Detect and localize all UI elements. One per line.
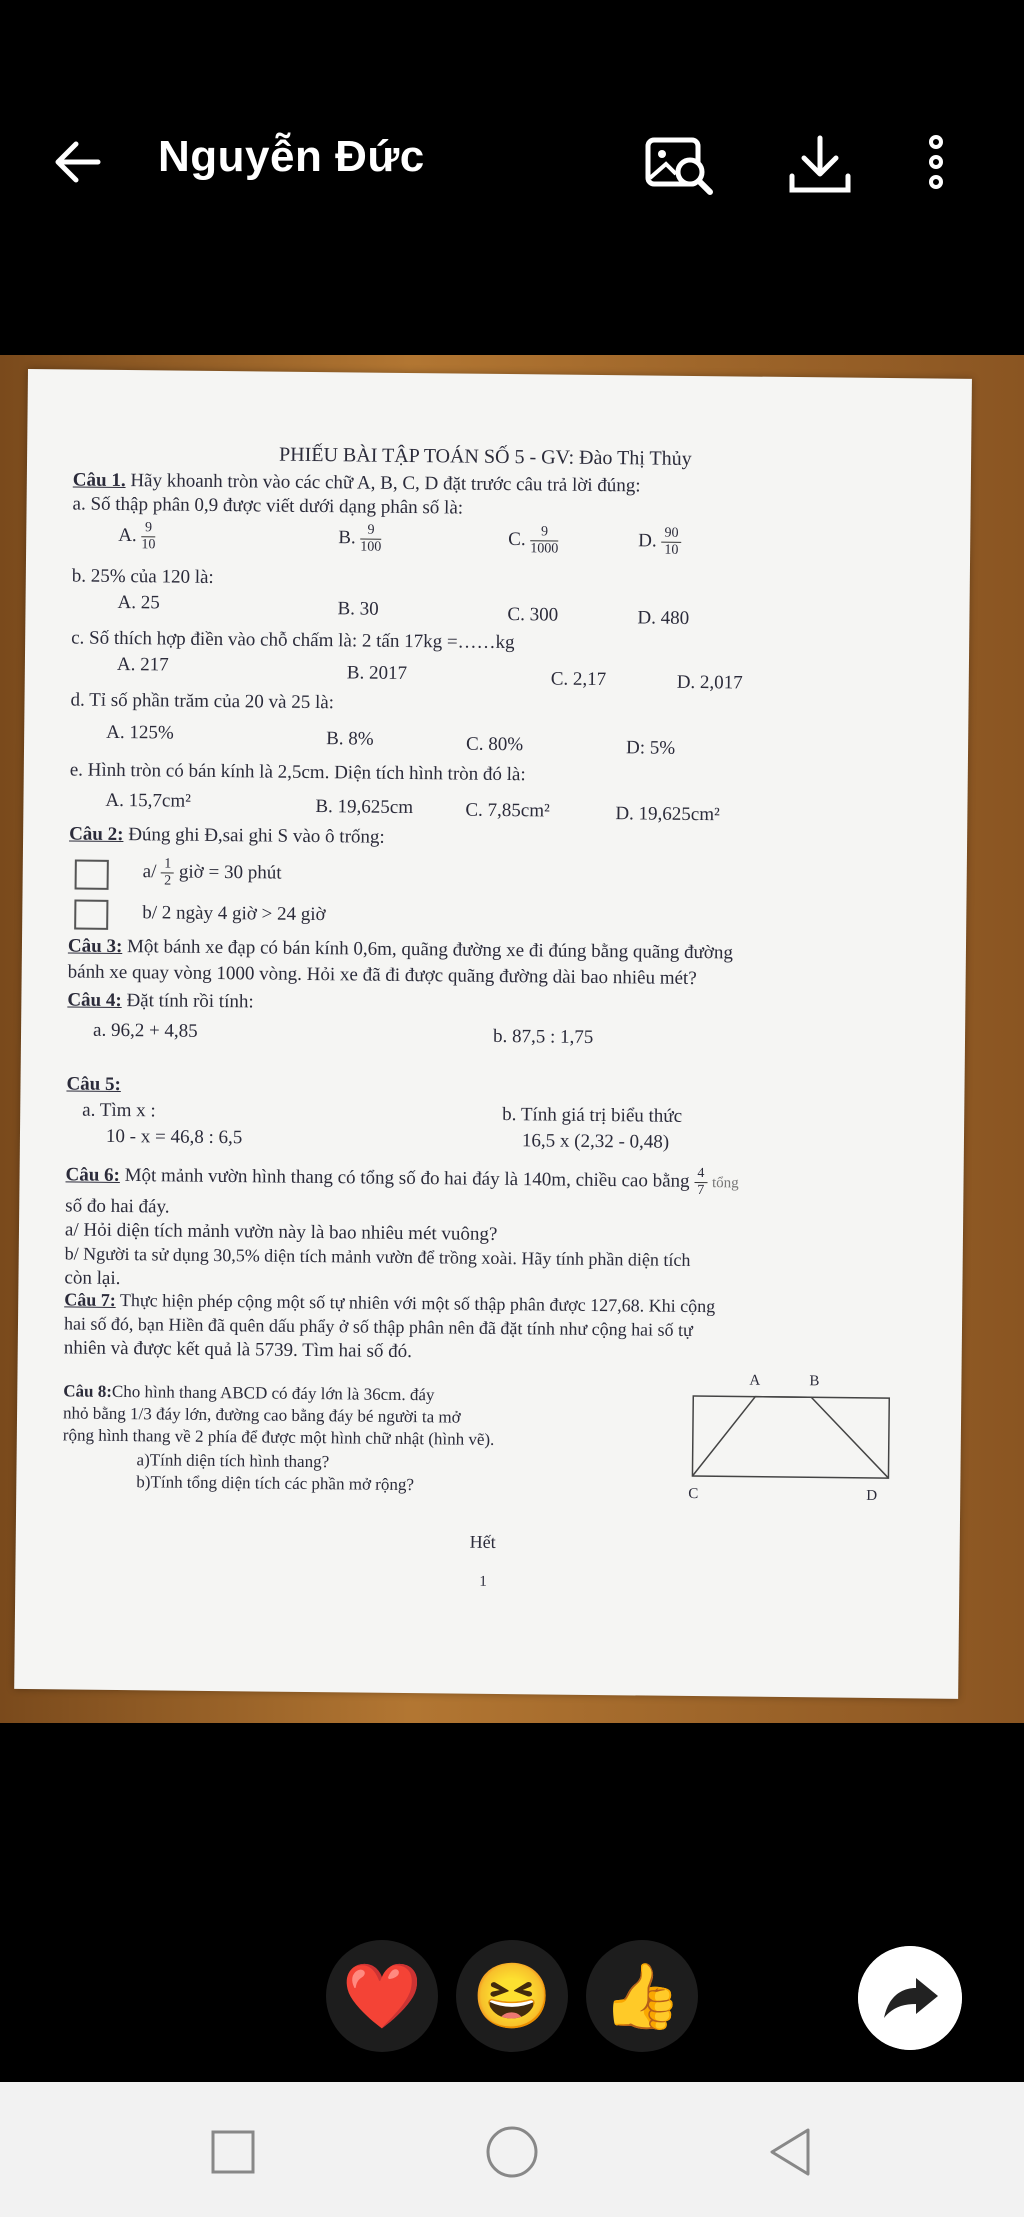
q5-label: Câu 5: [66,1073,121,1096]
worksheet-paper [14,369,972,1699]
image-search-icon[interactable] [640,132,720,202]
answer-box [75,860,109,890]
q8-text-cont: rộng hình thang về 2 phía để được một hình chữ nhật (hình vẽ). [62,1425,495,1449]
answer-box [74,900,108,930]
recents-icon[interactable] [203,2122,263,2182]
q5b-expression: 16,5 x (2,32 - 0,48) [521,1130,670,1153]
q1a-text: a. Số thập phân 0,9 được viết dưới dạng phân số là: [72,493,464,519]
q7-label: Câu 7: [64,1289,116,1310]
q8b-text: b)Tính tổng diện tích các phần mở rộng? [136,1472,415,1495]
q3-text: Một bánh xe đạp có bán kính 0,6m, quãng đường xe đi đúng bằng quãng đường [126,936,734,964]
q7-text-cont: hai số đó, bạn Hiền đã quên dấu phẩy ở số thập phân nên đã đặt tính như cộng hai số tự [63,1313,693,1341]
q1b-option: A. 25 [117,591,160,614]
sender-name: Nguyễn Đức [158,132,425,181]
q1b-option: B. 30 [337,598,379,620]
q1d-option: D: 5% [625,737,676,759]
figure-label-d: D [866,1487,878,1504]
like-reaction[interactable]: 👍 [586,1940,698,2052]
q1d-option: C. 80% [465,733,524,756]
q1a-option-a: A. $\frac{9}{10}$ [118,520,156,553]
q2-text: Đúng ghi Đ,sai ghi S vào ô trống: [128,824,385,848]
q6b-text: b/ Người ta sử dụng 30,5% diện tích mảnh vườn để trồng xoài. Hãy tính phần diện tích [64,1243,691,1270]
q1c-text: c. Số thích hợp điền vào chỗ chấm là: 2 tấn 17kg =……kg [71,627,515,654]
worksheet-heading: PHIẾU BÀI TẬP TOÁN SỐ 5 - GV: Đào Thị Thủy [279,443,692,470]
q1a-option-d: D. $\frac{90}{10}$ [638,525,682,558]
q1c-option: A. 217 [116,653,169,676]
heart-reaction[interactable]: ❤️ [326,1940,438,2052]
q4a-expression: a. 96,2 + 4,85 [92,1019,198,1042]
reactions-bar [0,1930,1024,2070]
q1d-text: d. Tỉ số phần trăm của 20 và 25 là: [70,689,335,714]
q3-label: Câu 3: [67,935,123,958]
q1e-option: A. 15,7cm² [105,789,191,812]
back-arrow-icon[interactable] [48,132,108,192]
back-nav-icon[interactable] [760,2122,820,2182]
figure-label-a: A [749,1372,761,1389]
q1a-option-c: C. $\frac{9}{1000}$ [508,524,559,557]
q7-text: Thực hiện phép cộng một số tự nhiên với một số thập phân được 127,68. Khi cộng [119,1290,716,1317]
q6b-text-cont: còn lại. [64,1267,121,1290]
q3-text-cont: bánh xe quay vòng 1000 vòng. Hỏi xe đã đi được quãng đường dài bao nhiêu mét? [67,961,697,990]
q8-text-cont: nhỏ bằng 1/3 đáy lớn, đường cao bằng đáy bé người ta mở [62,1403,461,1427]
trapezoid-figure [668,1376,909,1499]
q1e-option: C. 7,85cm² [465,799,550,822]
page-number: 1 [479,1573,487,1590]
q1e-text: e. Hình tròn có bán kính là 2,5cm. Diện tích hình tròn đó là: [69,759,526,786]
q4-label: Câu 4: [67,989,122,1012]
more-vert-icon[interactable] [916,132,956,202]
q1b-text: b. 25% của 120 là: [71,565,214,588]
q8-label: Câu 8: [63,1381,113,1401]
q1d-option: B. 8% [326,728,374,750]
q4b-expression: b. 87,5 : 1,75 [492,1025,594,1048]
q5a-expression: 10 - x = 46,8 : 6,5 [105,1125,243,1149]
q6-text-cont: số đo hai đáy. [65,1195,170,1218]
q8a-text: a)Tính diện tích hình thang? [136,1450,330,1472]
q8-text: Cho hình thang ABCD có đáy lớn là 36cm. đáy [111,1381,435,1405]
q1c-option: B. 2017 [346,662,408,684]
download-icon[interactable] [780,132,860,202]
q6-line-1: Câu 6: Một mảnh vườn hình thang có tổng số đo hai đáy là 140m, chiều cao bằng $\frac{4}{7}$ tổng [65,1164,739,1199]
q1a-option-b: B. $\frac{9}{100}$ [338,522,382,555]
figure-label-c: C [688,1485,699,1503]
q1e-option: D. 19,625cm² [615,803,720,826]
end-text: Hết [469,1531,496,1552]
figure-label-b: B [809,1373,820,1390]
share-icon[interactable] [858,1946,962,2050]
system-nav-bar [0,2082,1024,2217]
photo-viewer[interactable] [0,355,1024,1723]
laugh-reaction[interactable]: 😆 [456,1940,568,2052]
q1b-option: D. 480 [637,607,690,629]
q1c-option: C. 2,17 [550,668,607,691]
q2b-statement: b/ 2 ngày 4 giờ > 24 giờ [142,902,326,926]
q1-text: Hãy khoanh tròn vào các chữ A, B, C, D đặt trước câu trả lời đúng: [130,470,641,497]
q4-text: Đặt tính rồi tính: [126,990,254,1013]
q1b-option: C. 300 [507,604,559,626]
q2a-statement: a/ $\frac{1}{2}$ giờ = 30 phút [142,856,282,889]
q5b-text: b. Tính giá trị biểu thức [502,1104,683,1127]
q6a-text: a/ Hỏi diện tích mảnh vườn này là bao nhiêu mét vuông? [64,1219,498,1245]
q1-label: Câu 1. [72,469,126,492]
top-bar [0,0,1024,330]
q1c-option: D. 2,017 [676,671,743,694]
home-icon[interactable] [482,2122,542,2182]
q7-text-cont: nhiên và được kết quả là 5739. Tìm hai số đó. [63,1337,413,1363]
q2-label: Câu 2: [69,823,124,846]
q1d-option: A. 125% [106,721,174,744]
q5a-text: a. Tìm x : [82,1099,156,1122]
q1e-option: B. 19,625cm [315,796,414,819]
